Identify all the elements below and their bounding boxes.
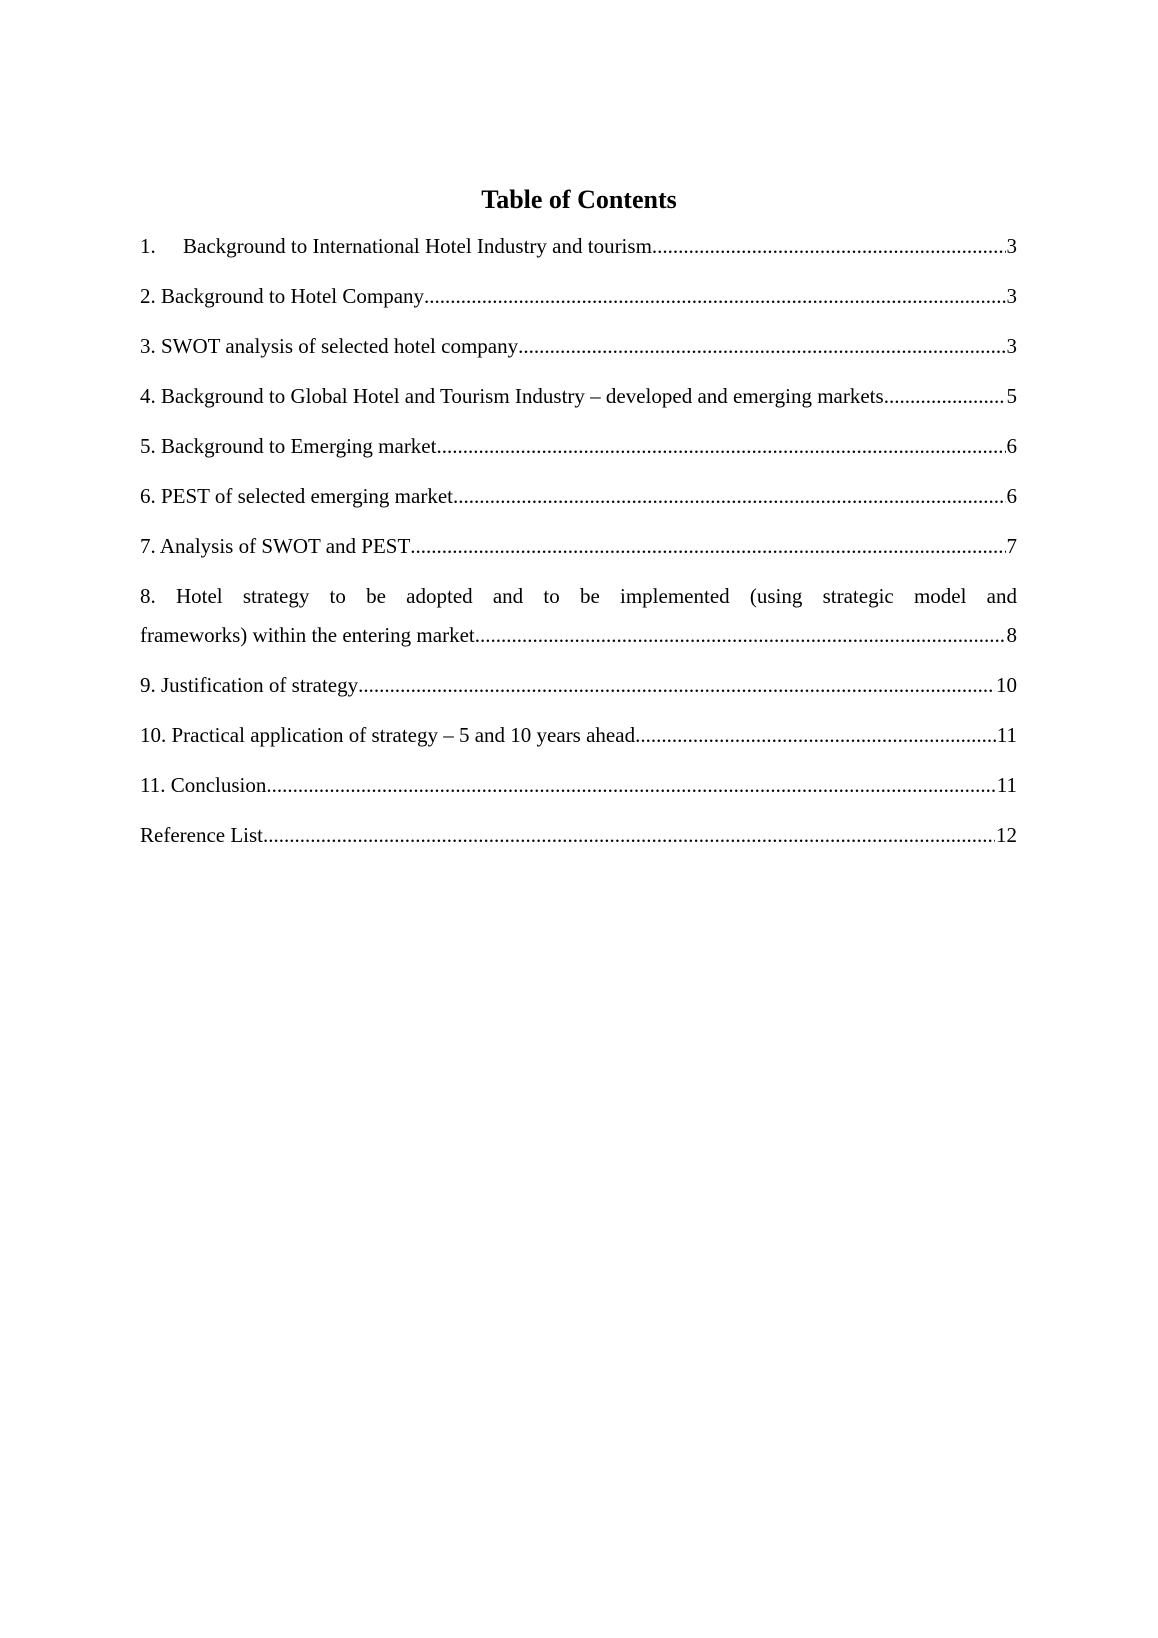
toc-entry-page: 3 [1006, 234, 1017, 258]
dot-leader [266, 771, 995, 799]
toc-list [140, 232, 1017, 871]
toc-entry-number: 1. [140, 234, 156, 258]
dot-leader [884, 382, 1006, 410]
toc-entry-4[interactable] [140, 382, 1017, 410]
toc-title: Table of Contents [481, 185, 677, 214]
toc-entry-label: 7. Analysis of SWOT and PEST [140, 534, 411, 558]
dot-leader [635, 721, 996, 749]
dot-leader [518, 332, 1005, 360]
toc-entry-9[interactable] [140, 671, 1017, 699]
dot-leader [263, 821, 995, 849]
toc-entry-1[interactable] [140, 232, 1017, 260]
toc-entry-label-line1: 8. Hotel strategy to be adopted and to be implemented (using strategic model and [140, 584, 1017, 608]
dot-leader [652, 232, 1006, 260]
toc-entry-7[interactable] [140, 532, 1017, 560]
toc-entry-label: 5. Background to Emerging market [140, 434, 437, 458]
toc-entry-page: 12 [996, 823, 1017, 847]
toc-entry-page: 6 [1006, 434, 1017, 458]
dot-leader [453, 482, 1006, 510]
dot-leader [475, 621, 1006, 649]
toc-entry-2[interactable] [140, 282, 1017, 310]
toc-entry-label: Reference List [140, 823, 264, 847]
toc-entry-label-line2: frameworks) within the entering market [140, 623, 475, 647]
toc-entry-label: 3. SWOT analysis of selected hotel company [140, 334, 519, 358]
toc-entry-label: 2. Background to Hotel Company [140, 284, 425, 308]
toc-entry-page: 5 [1006, 384, 1017, 408]
toc-entry-11[interactable] [140, 771, 1017, 799]
toc-entry-page: 10 [996, 673, 1017, 697]
toc-entry-page: 3 [1006, 284, 1017, 308]
dot-leader [436, 432, 1005, 460]
toc-entry-page: 6 [1006, 484, 1017, 508]
toc-entry-3[interactable] [140, 332, 1017, 360]
toc-entry-line2 [140, 621, 1017, 649]
toc-entry-8[interactable] [140, 582, 1017, 649]
toc-entry-reference-list[interactable] [140, 821, 1017, 849]
toc-entry-page: 3 [1006, 334, 1017, 358]
toc-entry-page: 11 [996, 723, 1017, 747]
toc-entry-label: 11. Conclusion [140, 773, 267, 797]
dot-leader [410, 532, 1005, 560]
toc-entry-5[interactable] [140, 432, 1017, 460]
dot-leader [358, 671, 995, 699]
toc-entry-label: 6. PEST of selected emerging market [140, 484, 453, 508]
toc-entry-label: 10. Practical application of strategy – 5 and 10 years ahead [140, 723, 636, 747]
dot-leader [424, 282, 1005, 310]
toc-entry-label: Background to International Hotel Industry and tourism [183, 234, 652, 258]
toc-entry-page: 7 [1006, 534, 1017, 558]
toc-entry-6[interactable] [140, 482, 1017, 510]
toc-entry-10[interactable] [140, 721, 1017, 749]
toc-entry-label: 9. Justification of strategy [140, 673, 359, 697]
toc-entry-page: 11 [996, 773, 1017, 797]
toc-entry-label: 4. Background to Global Hotel and Tourism Industry – developed and emerging markets [140, 384, 884, 408]
toc-entry-page: 8 [1006, 623, 1017, 647]
